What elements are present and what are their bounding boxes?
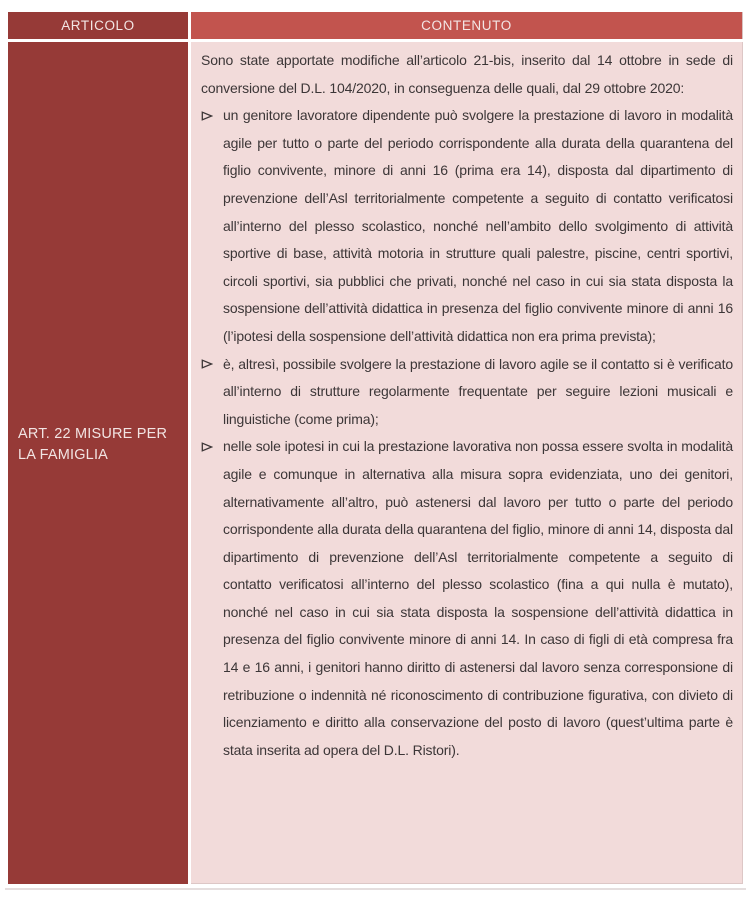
table-header-row [8,12,743,39]
table-row [8,42,743,884]
column-header-articolo: ARTICOLO [8,12,188,39]
articolo-label: ART. 22 MISURE PER LA FAMIGLIA [18,426,168,463]
contenuto-cell [191,42,743,884]
content-intro: Sono state apportate modifiche all’articolo 21-bis, inserito dal 14 ottobre in sede di conversione del D.L. 104/2020, in conseguenza delle quali, dal 29 ottobre 2020: [201,52,733,96]
bullet-item [201,351,733,434]
bullet-text: è, altresì, possibile svolgere la prestazione di lavoro agile se il contatto si è verificato all’interno di strutture regolarmente frequentate per seguire lezioni musicali e linguistiche (come prima); [223,355,733,427]
table-bottom-shadow [5,888,746,890]
bullet-text: nelle sole ipotesi in cui la prestazione lavorativa non possa essere svolta in modalità agile e comunque in alternativa alla misura sopra evidenziata, uno dei genitori, alternativamente all’altro, può astenersi dal lavoro per tutto o parte del periodo corrispondente alla durata della quarantena del figlio, minore di anni 14, disposta dal dipartimento di prevenzione dell’Asl territorialmente competente a seguito di contatto verificatosi all’interno del plesso scolastico (fina a qui nulla è mutato), nonché nel caso in cui sia stata disposta la sospensione dell’attività didattica in presenza del figlio convivente minore di anni 14. In caso di figli di età compresa fra 14 e 16 anni, i genitori hanno diritto di astenersi dal lavoro senza corresponsione di retribuzione o indennità né riconoscimento di contribuzione figurativa, con divieto di licenziamento e diritto alla conservazione del posto di lavoro (quest’ultima parte è stata inserita ad opera del D.L. Ristori). [223,438,733,758]
content-bullet-list [201,102,733,764]
bullet-item [201,102,733,350]
column-header-contenuto: CONTENUTO [191,12,743,39]
arrow-bullet-icon [201,433,215,461]
contenuto-content [201,47,733,764]
arrow-bullet-icon [201,351,215,379]
bullet-text: un genitore lavoratore dipendente può svolgere la prestazione di lavoro in modalità agile per tutto o parte del periodo corrispondente alla durata della quarantena del figlio convivente, minore di anni 16 (prima era 14), disposta dal dipartimento di prevenzione dell’Asl territorialmente competente a seguito di contatto verificatosi all’interno del plesso scolastico, nonché nell’ambito dello svolgimento di attività sportive di base, attività motoria in strutture quali palestre, piscine, centri sportivi, circoli sportivi, sia pubblici che privati, nonché nel caso in cui sia stata disposta la sospensione dell’attività didattica in presenza del figlio convivente minore di anni 16 (l’ipotesi della sospensione dell’attività didattica non era prima prevista); [223,107,733,344]
articolo-contenuto-table [5,9,746,887]
articolo-cell [8,42,188,884]
bullet-item [201,433,733,764]
arrow-bullet-icon [201,102,215,130]
